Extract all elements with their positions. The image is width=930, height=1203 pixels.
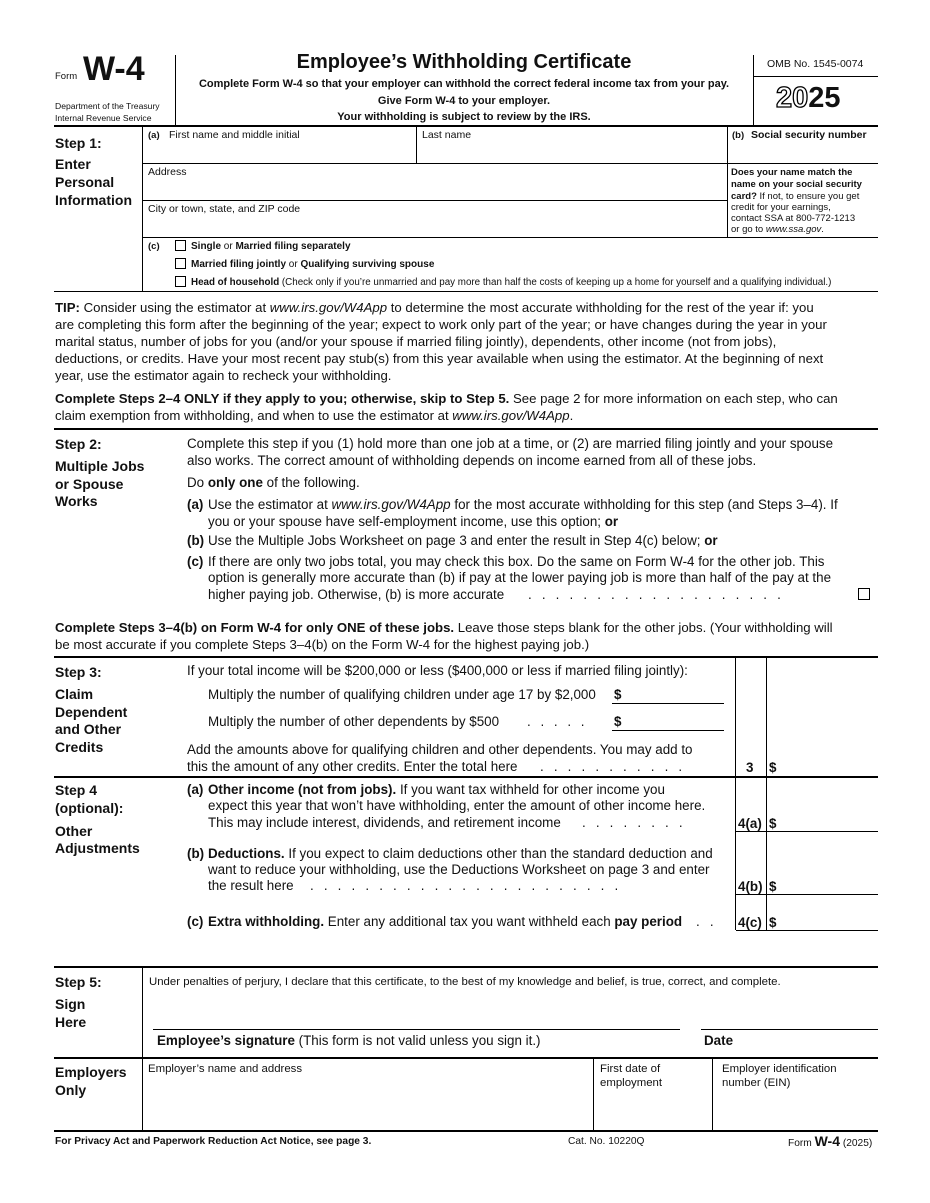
form-title: Employee’s Withholding Certificate [296,51,632,73]
name-match-4: credit for your earnings, [731,202,831,213]
a2a: you or your spouse have self-employment income, use this option; [208,514,605,529]
ein-label-1: Employer identification [722,1063,837,1075]
perjury-statement: Under penalties of perjury, I declare that this certificate, to the best of my knowledge and belief, is true, correct, and complete. [149,976,781,988]
signature-label-bold: Employee’s signature [157,1033,295,1048]
first-date-field[interactable] [594,1092,711,1130]
line-4c-field[interactable] [778,910,877,930]
step4-c-dots: . . [696,914,717,929]
name-match-3-bold: card? [731,191,757,202]
line-3-number: 3 [746,760,754,775]
step3-title-3: and Other [55,721,122,737]
step2-b-marker: (b) [187,533,205,548]
single-label [191,241,351,252]
step5-label: Step 5: [55,974,102,990]
tip-l2: are completing this form after the beginning of the year; expect to work only part of the year; or have changes during the year in your [55,317,827,332]
b1b: or [704,533,718,548]
hoh-checkbox[interactable] [175,276,186,287]
dept-line-1: Department of the Treasury [55,101,160,111]
tip-block [55,299,885,384]
step4-b2: want to reduce your withholding, use the Deductions Worksheet on page 3 and enter [208,862,710,877]
step1-title-1: Enter [55,156,91,172]
ssn-field[interactable] [728,140,878,164]
address-field[interactable] [143,164,727,200]
name-match-6c: . [821,224,824,235]
step2-label: Step 2: [55,436,102,452]
header-sub-1: Complete Form W-4 so that your employer can withhold the correct federal income tax from your pay. [198,78,730,90]
step3-label: Step 3: [55,664,102,680]
employer-name-field[interactable] [143,1078,592,1130]
step2-p2: also works. The correct amount of withholding depends on income earned from all of these jobs. [187,453,757,468]
date-field[interactable] [701,1000,877,1029]
step1-c-marker: (c) [148,241,160,252]
step2-c1: If there are only two jobs total, you may check this box. Do the same on Form W-4 for the other job. This [208,554,825,569]
line-4a-number: 4(a) [738,816,762,831]
last-name-label: Last name [422,129,472,141]
step5-title-2: Here [55,1014,87,1030]
ssa-link[interactable]: www.ssa.gov [765,224,822,235]
joint-mid: or [286,259,301,270]
step4-title-1: Other [55,823,93,839]
step3-title-1: Claim [55,686,94,702]
employers-title-2: Only [55,1082,87,1098]
city-field[interactable] [143,201,727,237]
step2-c-marker: (c) [187,554,204,569]
step3-add-2: this the amount of any other credits. Enter the total here [187,759,518,774]
step2-a1 [208,497,838,512]
step4-c-marker: (c) [187,914,204,929]
footer-form-c: (2025) [840,1138,873,1149]
ein-field[interactable] [713,1092,877,1130]
tax-year-bold: 25 [808,82,841,114]
step3-title-2: Dependent [55,704,128,720]
step2-title-3: Works [55,493,98,509]
step4-c1 [208,914,682,929]
step2-c2: option is generally more accurate than (b) if pay at the lower paying job is more than half of the pay at the [208,570,832,585]
ein-label-2: number (EIN) [722,1077,791,1089]
complete24-l2a: claim exemption from withholding, and when to use the estimator at [55,408,453,423]
complete24-l2c: . [569,408,574,423]
form-number: W-4 [83,50,145,88]
step4-a3: This may include interest, dividends, and retirement income [208,815,561,830]
step1-title-2: Personal [55,174,115,190]
others-amount-field[interactable] [625,710,723,730]
address-label: Address [148,166,187,178]
step2-a-marker: (a) [187,497,204,512]
line-4a-field[interactable] [778,811,877,831]
joint-label [191,259,434,270]
line-4b-dollar: $ [769,879,777,894]
step2-b1 [208,533,718,548]
joint-checkbox[interactable] [175,258,186,269]
ssn-label: Social security number [751,129,867,141]
header-sub-2: Give Form W-4 to your employer. [377,95,551,107]
line-4b-number: 4(b) [738,879,763,894]
step3-title-4: Credits [55,739,104,755]
form-label: Form [55,71,78,82]
a2b: or [604,514,619,529]
hoh-note: (Check only if you’re unmarried and pay more than half the costs of keeping up a home for yourself and a qualifying individual.) [279,277,832,288]
step4-a3-dots: . . . . . . . . [582,815,686,830]
estimator-link-3[interactable]: www.irs.gov/W4App [331,497,451,512]
estimator-link-2[interactable]: www.irs.gov/W4App [452,408,570,423]
footer-form-id [788,1133,872,1149]
step2-a2 [208,514,618,529]
step3-others-dollar: $ [614,714,622,729]
name-match-1: Does your name match the [731,167,853,178]
first-date-label-1: First date of [600,1063,661,1075]
step5-title-1: Sign [55,996,86,1012]
step1-b-marker: (b) [732,130,745,141]
line-3-total-field[interactable] [778,755,877,775]
joint-b2: Qualifying surviving spouse [300,259,435,270]
single-b1: Single [191,241,222,252]
step4-title-2: Adjustments [55,840,140,856]
tip-l1c: to determine the most accurate withholding for the rest of the year if: you [387,300,814,315]
step4-b1-rest: If you expect to claim deductions other than the standard deduction and [284,846,713,861]
step1-title-3: Information [55,192,132,208]
privacy-notice: For Privacy Act and Paperwork Reduction Act Notice, see page 3. [55,1136,372,1147]
step2-title-1: Multiple Jobs [55,458,145,474]
name-match-3 [731,191,859,202]
complete34-rest: Leave those steps blank for the other jobs. (Your withholding will [454,620,833,635]
line-4a-dollar: $ [769,816,777,831]
name-match-6 [731,224,824,235]
complete34-l2: be most accurate if you complete Steps 3–4(b) on the Form W-4 for the highest paying job.) [55,637,590,652]
step4-b1 [208,846,713,861]
step4-a-marker: (a) [187,782,204,797]
name-match-3-rest: If not, to ensure you get [756,191,860,202]
city-label: City or town, state, and ZIP code [148,203,301,215]
first-date-label-2: employment [600,1077,663,1089]
single-checkbox[interactable] [175,240,186,251]
hoh-label [191,277,831,288]
step4-a1-rest: If you want tax withheld for other income you [396,782,665,797]
tip-l1a: Consider using the estimator at [79,300,270,315]
do-a: Do [187,475,208,490]
hoh-b: Head of household [191,277,280,288]
step4-a-bold: Other income (not from jobs). [208,782,397,797]
line-4b-field[interactable] [778,874,877,894]
step1-label: Step 1: [55,135,102,151]
signature-field[interactable] [153,1000,679,1029]
step4-b-bold: Deductions. [208,846,285,861]
step2-c3-dots: . . . . . . . . . . . . . . . . . . . [528,587,785,602]
tax-year [776,82,841,115]
employer-name-label: Employer’s name and address [148,1063,303,1075]
step4-c-bold: Extra withholding. [208,914,325,929]
last-name-field[interactable] [417,127,727,163]
line-3-dollar: $ [769,760,777,775]
tip-l3: marital status, number of jobs for you (and/or your spouse if married filing jointly), dependents, other income (not from jobs), [55,334,777,349]
first-name-field[interactable] [143,127,415,163]
complete-3-4-block [55,619,885,653]
step4-a1 [208,782,665,797]
a1a: Use the estimator at [208,497,332,512]
step1-a-marker: (a) [148,130,160,141]
tax-year-outline: 20 [776,82,809,114]
employers-title-1: Employers [55,1064,127,1080]
step3-children-dollar: $ [614,687,622,702]
step4-label: Step 4 [55,782,98,798]
step3-others-label: Multiply the number of other dependents by $500 [208,714,500,729]
step3-others-dots: . . . . . [527,714,588,729]
step4-label-2: (optional): [55,800,124,816]
do-b: only one [207,475,263,490]
step3-add-1: Add the amounts above for qualifying children and other dependents. You may add to [187,742,693,757]
estimator-link[interactable]: www.irs.gov/W4App [269,300,388,315]
date-label: Date [704,1033,734,1048]
dept-line-2: Internal Revenue Service [55,113,152,123]
footer-form-b: W-4 [814,1133,840,1149]
name-match-6a: or go to [731,224,766,235]
two-jobs-checkbox[interactable] [858,588,870,600]
name-match-2: name on your social security [731,179,862,190]
step2-c3: higher paying job. Otherwise, (b) is more accurate [208,587,505,602]
line-4c-number: 4(c) [738,915,762,930]
b1a: Use the Multiple Jobs Worksheet on page 3 and enter the result in Step 4(c) below; [208,533,705,548]
step3-intro: If your total income will be $200,000 or less ($400,000 or less if married filing jointly): [187,663,688,678]
joint-b1: Married filing jointly [191,259,287,270]
complete34-bold: Complete Steps 3–4(b) on Form W-4 for only ONE of these jobs. [55,620,455,635]
step2-title-2: or Spouse [55,476,124,492]
step4-b3-dots: . . . . . . . . . . . . . . . . . . . . . . . [310,878,622,893]
a1c: for the most accurate withholding for this step (and Steps 3–4). If [450,497,838,512]
header-sub-3: Your withholding is subject to review by the IRS. [337,111,591,123]
step2-do [187,475,360,490]
single-b2: Married filing separately [235,241,351,252]
complete-2-4-block [55,390,885,424]
single-mid: or [221,241,236,252]
do-c: of the following. [262,475,360,490]
step4-a2: expect this year that won’t have withholding, enter the amount of other income here. [208,798,706,813]
step3-children-label: Multiply the number of qualifying children under age 17 by $2,000 [208,687,596,702]
step3-add-dots: . . . . . . . . . . . [540,759,686,774]
step2-p1: Complete this step if you (1) hold more than one job at a time, or (2) are married filing jointly and your spouse [187,436,834,451]
children-amount-field[interactable] [625,683,723,703]
step4-c1-rest: Enter any additional tax you want withheld each [324,914,615,929]
name-match-5: contact SSA at 800-772-1213 [731,213,856,224]
complete24-bold: Complete Steps 2–4 ONLY if they apply to you; otherwise, skip to Step 5. [55,391,510,406]
omb-number: OMB No. 1545-0074 [767,58,864,70]
step4-c1-bold2: pay period [614,914,683,929]
step4-b3: the result here [208,878,294,893]
catalog-number: Cat. No. 10220Q [568,1136,645,1147]
first-name-label: First name and middle initial [169,129,300,141]
complete24-rest: See page 2 for more information on each step, who can [509,391,838,406]
signature-label-rest: (This form is not valid unless you sign it.) [294,1033,541,1048]
step4-b-marker: (b) [187,846,205,861]
tip-lead: TIP: [55,300,80,315]
tip-l5: year, use the estimator again to recheck your withholding. [55,368,392,383]
tip-l4: deductions, or credits. Have your most recent pay stub(s) from this year available when using the estimator. At the beginning of next [55,351,824,366]
line-4c-dollar: $ [769,915,777,930]
footer-form-a: Form [788,1138,815,1149]
signature-label [157,1033,541,1048]
